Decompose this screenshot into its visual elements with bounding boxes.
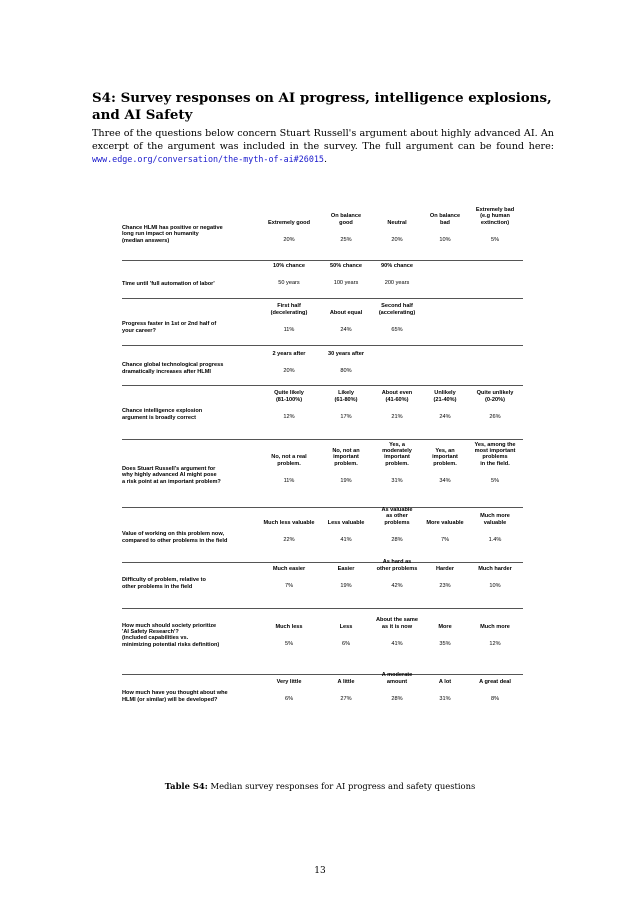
question-text: Value of working on this problem now, <box>122 531 225 538</box>
choice-label: Yes, an <box>435 448 455 455</box>
choice-value: 22% <box>283 537 295 543</box>
choice-label: (41-60%) <box>385 396 409 403</box>
question-text: (median answers) <box>122 237 170 244</box>
choice-label: About equal <box>329 309 363 316</box>
choice-label: good <box>339 219 353 226</box>
choice-label: (accelerating) <box>378 309 416 316</box>
choice-value: 21% <box>391 414 403 420</box>
choice-label: problem. <box>334 460 358 467</box>
choice-label: A moderate <box>381 672 413 679</box>
choice-value: 24% <box>340 327 352 333</box>
choice-label: Less valuable <box>327 519 365 526</box>
page-number: 13 <box>314 866 326 876</box>
choice-label: Easier <box>337 565 355 572</box>
choice-label: 90% chance <box>380 262 414 269</box>
question-text: compared to other problems in the field <box>122 537 228 544</box>
caption-label: Table S4: <box>164 781 208 791</box>
choice-value: 17% <box>340 414 352 420</box>
section-heading: S4: Survey responses on AI progress, intelligence explosions, and AI Safety <box>92 90 552 123</box>
question-text: Progress faster in 1st or 2nd half of <box>122 321 217 328</box>
choice-value: 12% <box>283 414 295 420</box>
caption-text: Median survey responses for AI progress and safety questions <box>207 781 476 791</box>
choice-value: 1.4% <box>488 537 502 543</box>
choice-value: 20% <box>283 237 295 243</box>
choice-label: About the same <box>376 617 418 624</box>
choice-value: 10% <box>489 583 501 589</box>
choice-label: (e.g human <box>480 213 510 220</box>
choice-value: 20% <box>391 237 403 243</box>
choice-label: A lot <box>438 678 452 685</box>
choice-label: important <box>432 454 458 461</box>
choice-value: 5% <box>490 478 500 484</box>
choice-label: bad <box>440 219 450 226</box>
choice-label: extinction) <box>480 219 510 226</box>
choice-value: 8% <box>490 696 500 702</box>
choice-label: Yes, a <box>389 441 405 448</box>
choice-value: 41% <box>391 641 403 647</box>
choice-label: Much more <box>480 513 510 520</box>
choice-label: No, not a real <box>271 454 307 461</box>
intro-text: Three of the questions below concern Stuart Russell's argument about highly advanced AI. An excerpt of the argument was included in the survey. The full argument can be found here: <box>92 128 554 152</box>
choice-label: Much less valuable <box>263 519 315 526</box>
section-intro <box>92 127 554 166</box>
choice-label: Yes, among the <box>474 441 516 448</box>
choice-value: 6% <box>284 696 294 702</box>
choice-value: 11% <box>283 327 295 333</box>
choice-value: 5% <box>490 237 500 243</box>
question-text: long run impact on humanity <box>122 231 199 238</box>
choice-value: 41% <box>340 537 352 543</box>
choice-label: important <box>384 454 410 461</box>
choice-label: most important <box>474 448 516 455</box>
choice-label: A little <box>337 678 355 685</box>
choice-value: 31% <box>391 478 403 484</box>
choice-label: 50% chance <box>329 262 363 269</box>
link-suffix: . <box>323 154 328 165</box>
choice-label: (81-100%) <box>275 396 303 403</box>
table-caption <box>0 781 640 791</box>
choice-value: 100 years <box>333 280 359 286</box>
choice-label: problem. <box>385 460 409 467</box>
choice-label: More <box>438 623 452 630</box>
choice-label: Much more <box>480 623 510 630</box>
choice-label: 2 years after <box>272 350 306 357</box>
choice-label: Much easier <box>272 565 306 572</box>
choice-label: problems <box>482 454 508 461</box>
question-text: Does Stuart Russell's argument for <box>122 466 216 473</box>
choice-label: First half <box>277 303 301 310</box>
choice-value: 200 years <box>384 280 410 286</box>
choice-value: 28% <box>391 696 403 702</box>
choice-label: Quite unlikely <box>476 390 514 397</box>
question-text: Chance global technological progress <box>122 362 224 369</box>
row-divider <box>122 385 523 386</box>
question-text: Chance intelligence explosion <box>122 408 203 415</box>
choice-value: 6% <box>341 641 351 647</box>
question-text: How much have you thought about whe <box>122 690 228 697</box>
choice-label: 10% chance <box>272 262 306 269</box>
question-text: argument is broadly correct <box>122 414 196 421</box>
choice-value: 7% <box>284 583 294 589</box>
row-divider <box>122 260 523 261</box>
choice-value: 42% <box>391 583 403 589</box>
choice-label: Less <box>339 623 353 630</box>
choice-value: 28% <box>391 537 403 543</box>
question-text: Time until 'full automation of labor' <box>122 280 215 287</box>
choice-label: As hard as <box>382 559 412 566</box>
choice-value: 80% <box>340 368 352 374</box>
question-text: How much should society prioritize <box>122 622 217 629</box>
question-text: your career? <box>122 327 156 334</box>
row-divider <box>122 439 523 440</box>
survey-table <box>122 205 523 711</box>
choice-value: 34% <box>439 478 451 484</box>
choice-label: important <box>333 454 359 461</box>
choice-label: On balance <box>330 213 362 220</box>
question-text: Chance HLMI has positive or negative <box>122 225 223 232</box>
choice-value: 23% <box>439 583 451 589</box>
choice-label: Second half <box>381 303 413 310</box>
choice-value: 24% <box>439 414 451 420</box>
choice-label: Likely <box>338 390 354 397</box>
question-text: other problems in the field <box>122 583 193 590</box>
choice-value: 26% <box>489 414 501 420</box>
argument-link[interactable]: www.edge.org/conversation/the-myth-of-ai#26015 <box>92 154 324 164</box>
choice-label: problems <box>384 519 410 526</box>
question-text: a risk point at an important problem? <box>122 478 221 485</box>
choice-value: 27% <box>340 696 352 702</box>
choice-value: 25% <box>340 237 352 243</box>
choice-value: 65% <box>391 327 403 333</box>
choice-label: as other <box>386 513 408 520</box>
question-text: minimizing potential risks definition) <box>122 641 220 648</box>
choice-label: Extremely bad <box>475 207 515 214</box>
choice-label: As valuable <box>381 507 413 514</box>
question-text: 'AI Safety Research'? <box>122 629 179 636</box>
choice-label: (21-40%) <box>433 396 457 403</box>
question-text: Difficulty of problem, relative to <box>122 577 206 584</box>
question-text: why highly advanced AI might pose <box>122 472 217 479</box>
choice-label: No, not an <box>332 448 360 455</box>
choice-label: other problems <box>376 565 418 572</box>
row-divider <box>122 562 523 563</box>
question-text: (included capabilities vs. <box>122 635 189 642</box>
choice-label: 30 years after <box>327 350 365 357</box>
row-divider <box>122 608 523 609</box>
choice-value: 7% <box>440 537 450 543</box>
row-divider <box>122 345 523 346</box>
choice-label: Very little <box>276 678 302 685</box>
choice-value: 11% <box>283 478 295 484</box>
row-divider <box>122 674 523 675</box>
question-text: HLMI (or similar) will be developed? <box>122 696 218 703</box>
row-divider <box>122 507 523 508</box>
row-divider <box>122 298 523 299</box>
choice-value: 50 years <box>278 280 300 286</box>
choice-value: 19% <box>340 583 352 589</box>
choice-label: valuable <box>483 519 507 526</box>
choice-label: Quite likely <box>274 390 304 397</box>
choice-label: More valuable <box>426 519 464 526</box>
choice-label: amount <box>386 678 408 685</box>
choice-value: 19% <box>340 478 352 484</box>
choice-value: 10% <box>439 237 451 243</box>
choice-label: A great deal <box>479 678 511 685</box>
choice-label: Much less <box>275 623 303 630</box>
choice-label: Extremely good <box>268 219 310 226</box>
choice-label: Harder <box>435 565 455 572</box>
choice-value: 5% <box>284 641 294 647</box>
choice-value: 20% <box>283 368 295 374</box>
question-text: dramatically increases after HLMI <box>122 368 211 375</box>
choice-label: Unlikely <box>434 390 456 397</box>
choice-label: as it is now <box>381 623 413 630</box>
choice-label: in the field. <box>480 460 510 467</box>
choice-label: Much harder <box>478 565 512 572</box>
choice-value: 31% <box>439 696 451 702</box>
choice-label: On balance <box>429 213 461 220</box>
choice-label: Neutral <box>387 219 407 226</box>
choice-value: 12% <box>489 641 501 647</box>
choice-value: 35% <box>439 641 451 647</box>
choice-label: moderately <box>382 448 412 455</box>
choice-label: (61-80%) <box>334 396 358 403</box>
choice-label: (decelerating) <box>270 309 308 316</box>
choice-label: problem. <box>277 460 301 467</box>
choice-label: About even <box>381 390 413 397</box>
choice-label: (0-20%) <box>485 396 505 403</box>
choice-label: problem. <box>433 460 457 467</box>
